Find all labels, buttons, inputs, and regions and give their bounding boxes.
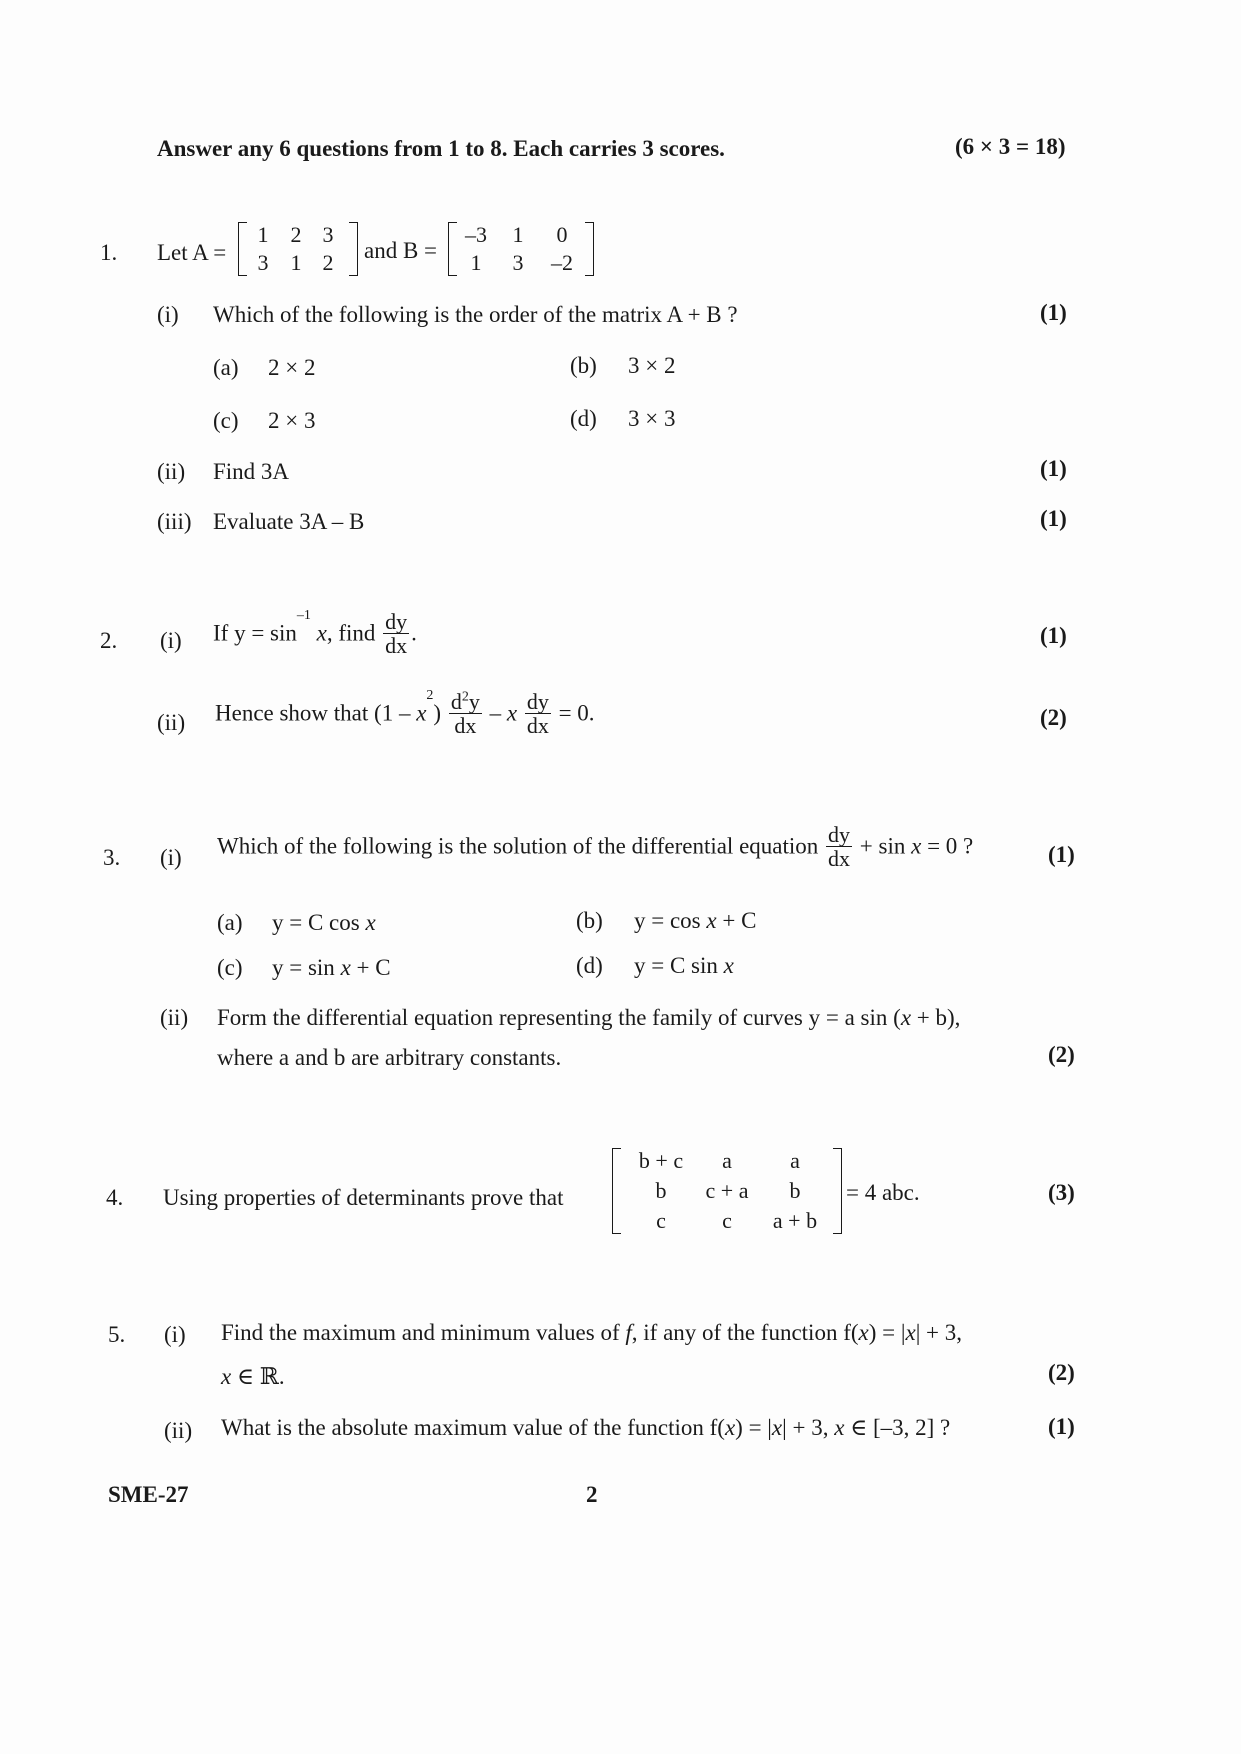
q1-option-text: 3 × 2: [628, 353, 676, 378]
q1-part-ii-label: (ii): [157, 459, 186, 484]
matrix-a-cell: 1: [257, 222, 269, 247]
q3-part-i-score: (1): [1048, 842, 1075, 867]
q1-option-text: 3 × 3: [628, 406, 676, 431]
q1-number: 1.: [100, 240, 118, 265]
q1-part-iii-label: (iii): [157, 509, 192, 534]
q4-number: 4.: [106, 1185, 124, 1210]
det-cell: b: [789, 1178, 801, 1203]
q3-part-i-label: (i): [160, 845, 182, 870]
matrix-a-cell: 3: [257, 250, 269, 275]
matrix-a-cell: 1: [290, 250, 302, 275]
dy-dx-fraction: $\frac{dy}{dx}$: [385, 609, 408, 659]
det-cell: c + a: [705, 1178, 749, 1203]
q5-part-ii-text: What is the absolute maximum value of the function f(x) = |x| + 3, x ∈ [–3, 2] ?: [221, 1415, 951, 1440]
q5-part-i-line1: Find the maximum and minimum values of f, if any of the function f(x) = |x| + 3,: [221, 1320, 963, 1345]
q5-part-i-score: (2): [1048, 1360, 1075, 1385]
determinant: [612, 1148, 842, 1234]
det-cell: a + b: [772, 1208, 818, 1233]
q2-part-ii-label: (ii): [157, 710, 186, 735]
d2y-dx-fraction: $\frac{d^2y}{dx}$: [450, 689, 480, 739]
q2-part-i-expression: If $y = \sin^{-1} x$, find $\frac{dy}{dx}$ .: [213, 608, 417, 659]
q5-part-i-line2: x ∈ ℝ.: [221, 1364, 285, 1389]
q3-option-label: (b): [576, 908, 603, 933]
paper-code: SME-27: [108, 1482, 189, 1507]
q1-option-label: (a): [213, 355, 239, 380]
q3-option-text: y = C sin x: [634, 953, 734, 978]
q2-part-ii-score: (2): [1040, 705, 1067, 730]
det-cell: a: [722, 1148, 732, 1173]
q3-option-text: y = C cos x: [272, 910, 376, 935]
q3-part-ii-score: (2): [1048, 1042, 1075, 1067]
dy-dx-fraction: $\frac{dy}{dx}$: [526, 689, 549, 739]
q3-part-ii-label: (ii): [160, 1005, 189, 1030]
matrix-b-cell: 1: [512, 222, 524, 247]
q5-part-ii-label: (ii): [164, 1418, 193, 1443]
matrix-a-cell: 3: [322, 222, 334, 247]
q1-option-label: (c): [213, 408, 239, 433]
q3-option-label: (d): [576, 953, 603, 978]
q5-part-ii-score: (1): [1048, 1414, 1075, 1439]
q2-part-ii-expression: Hence show that $(1 - x^2)$ $\frac{d^2y}{dx}$ – x $\frac{dy}{dx}$ = 0.: [215, 688, 595, 739]
q1-option-label: (b): [570, 353, 597, 378]
q3-option-text: y = sin x + C: [272, 955, 391, 980]
q4-text: Using properties of determinants prove that: [163, 1185, 564, 1210]
det-cell: a: [790, 1148, 800, 1173]
matrix-a-cell: 2: [290, 222, 302, 247]
q2-var: x: [316, 620, 327, 646]
matrix-b-cell: –3: [465, 222, 487, 247]
q2-number: 2.: [100, 628, 118, 653]
q2-part-i-label: (i): [160, 628, 182, 653]
matrix-b-cell: 1: [470, 250, 482, 275]
det-cell: b + c: [638, 1148, 684, 1173]
dy-dx-fraction: $\frac{dy}{dx}$: [828, 822, 851, 872]
q1-part-ii-score: (1): [1040, 456, 1067, 481]
q1-part-i-text: Which of the following is the order of the matrix A + B ?: [213, 302, 738, 327]
q1-part-iii-score: (1): [1040, 506, 1067, 531]
det-cell: c: [656, 1208, 666, 1233]
q3-part-ii-line2: where a and b are arbitrary constants.: [217, 1045, 562, 1070]
q1-option-text: 2 × 3: [268, 408, 316, 433]
q3-number: 3.: [103, 845, 121, 870]
q1-part-iii-text: Evaluate 3A – B: [213, 509, 365, 534]
q1-lead: Let A =: [157, 240, 227, 265]
q2-text-b: , find: [326, 620, 376, 646]
total-scores: (6 × 3 = 18): [955, 134, 1066, 159]
matrix-b-cell: 0: [556, 222, 568, 247]
q1-part-i-score: (1): [1040, 300, 1067, 325]
q3-part-i-expression: Which of the following is the solution of the differential equation $\frac{dy}{dx}$ + sin x = 0 ?: [217, 822, 974, 872]
q5-number: 5.: [108, 1322, 126, 1347]
det-cell: c: [722, 1208, 732, 1233]
matrix-a-cell: 2: [322, 250, 334, 275]
q4-result: = 4 abc.: [846, 1180, 920, 1205]
q3-part-ii-line1: Form the differential equation representing the family of curves y = a sin (x + b),: [217, 1005, 961, 1030]
q2-text-a: If y = sin: [213, 620, 297, 646]
q2-part-i-score: (1): [1040, 623, 1067, 648]
matrix-b: [448, 222, 594, 276]
matrix-b-cell: –2: [551, 250, 573, 275]
q5-part-i-label: (i): [164, 1322, 186, 1347]
matrix-a: [238, 222, 358, 276]
q1-part-i-label: (i): [157, 302, 179, 327]
instruction-heading: Answer any 6 questions from 1 to 8. Each carries 3 scores.: [157, 136, 725, 161]
page-number: 2: [586, 1482, 598, 1507]
matrix-b-cell: 3: [512, 250, 524, 275]
q1-option-text: 2 × 2: [268, 355, 316, 380]
q1-option-label: (d): [570, 406, 597, 431]
q4-score: (3): [1048, 1180, 1075, 1205]
q2-sup: –1: [296, 608, 311, 623]
q3-option-text: y = cos x + C: [634, 908, 757, 933]
q1-and-b: and B =: [364, 238, 438, 263]
q3-option-label: (c): [217, 955, 243, 980]
q1-part-ii-text: Find 3A: [213, 459, 290, 484]
q3-option-label: (a): [217, 910, 243, 935]
det-cell: b: [655, 1178, 667, 1203]
